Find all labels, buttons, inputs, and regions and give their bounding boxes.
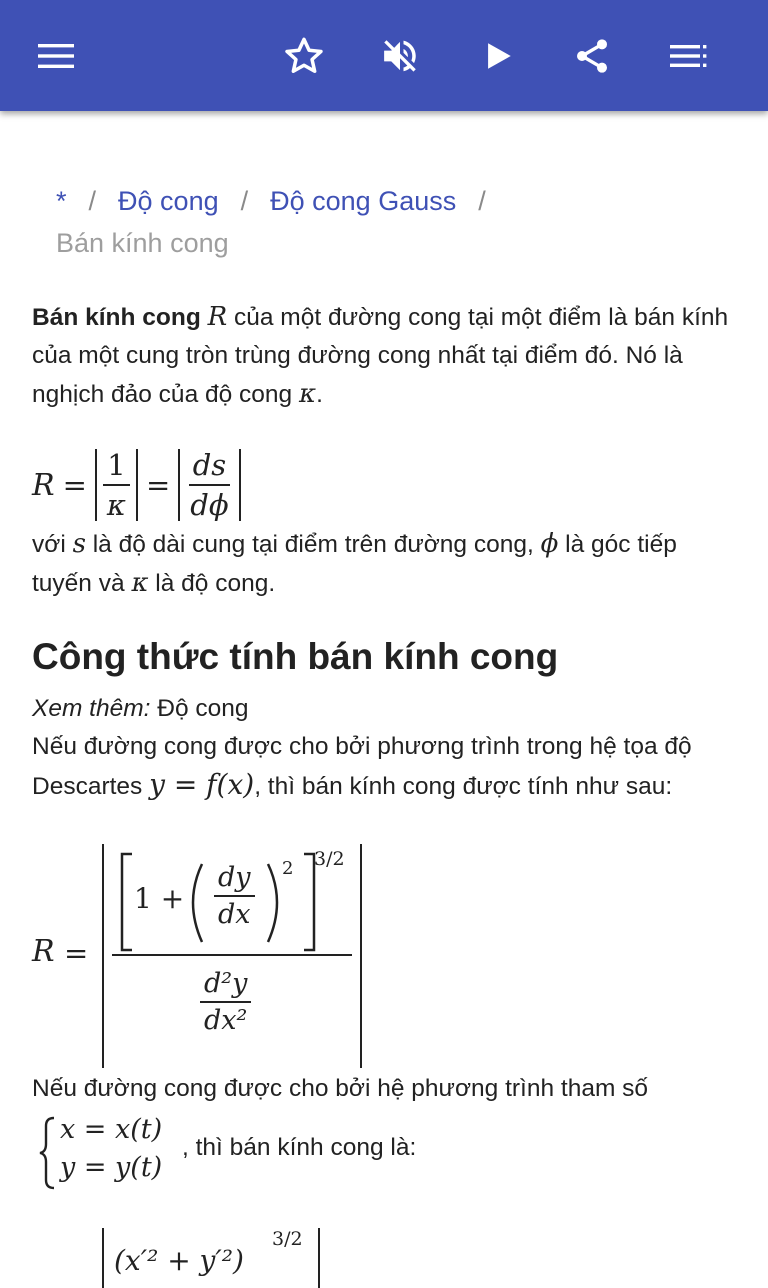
frac-num: ds xyxy=(189,448,230,486)
breadcrumb-separator: / xyxy=(478,186,486,216)
breadcrumb-separator: / xyxy=(240,186,249,216)
cartesian-text: , thì bán kính cong được tính như sau: xyxy=(254,773,673,800)
fraction-dy-dx xyxy=(214,862,255,930)
main-fraction-line xyxy=(112,954,352,956)
param-eq-y: y = y(t) xyxy=(60,1152,163,1183)
mute-button[interactable] xyxy=(370,26,430,86)
breadcrumb-separator: / xyxy=(88,186,97,216)
symbol-phi: ϕ xyxy=(540,529,559,559)
share-icon xyxy=(572,36,612,76)
where-text: là góc tiếp tuyến và xyxy=(32,531,677,597)
play-button[interactable] xyxy=(468,26,528,86)
formula-parametric xyxy=(100,1226,330,1280)
formula-cartesian xyxy=(32,842,392,1070)
symbol-s: s xyxy=(72,529,86,559)
fraction-1-over-kappa xyxy=(103,448,130,522)
frac-den: dx² xyxy=(204,1005,248,1036)
parametric-paragraph: Nếu đường cong được cho bởi hệ phương trình tham số xyxy=(32,1075,649,1102)
menu-icon xyxy=(36,41,76,71)
one-plus: 1 + xyxy=(134,882,185,915)
formula1-eq: = xyxy=(62,468,87,502)
abs-bar-right xyxy=(360,844,362,1068)
abs-bar xyxy=(178,449,180,521)
exponent-3-2: 3/2 xyxy=(272,1228,303,1250)
abs-bar-left xyxy=(102,1228,104,1288)
inline-equation: y = f(x) xyxy=(149,768,255,801)
where-text: với xyxy=(32,531,73,558)
see-also xyxy=(32,690,732,728)
param-text: , thì bán kính cong là: xyxy=(182,1134,417,1161)
breadcrumb-item-do-cong[interactable]: Độ cong xyxy=(118,186,219,216)
star-icon xyxy=(283,35,325,77)
abs-bar-left xyxy=(102,844,104,1068)
symbol-r: R xyxy=(207,302,228,332)
breadcrumb-current: Bán kính cong xyxy=(56,228,229,258)
fraction-d2y-dx2 xyxy=(200,968,251,1036)
see-also-label: Xem thêm: xyxy=(32,695,151,722)
frac-den: dx xyxy=(218,899,251,930)
numerator xyxy=(112,848,352,948)
frac-num: dy xyxy=(214,862,255,897)
cartesian-paragraph xyxy=(32,728,732,806)
where-paragraph xyxy=(32,525,732,603)
frac-num: 1 xyxy=(103,448,129,486)
parametric-system xyxy=(32,1112,472,1192)
formula2-eq: = xyxy=(64,936,89,970)
breadcrumb-root[interactable]: * xyxy=(56,186,67,216)
formula1-eq2: = xyxy=(145,468,171,502)
frac-den: κ xyxy=(106,488,126,522)
abs-bar xyxy=(239,449,241,521)
symbol-kappa: κ xyxy=(131,568,149,598)
volume-off-icon xyxy=(379,35,421,77)
breadcrumb xyxy=(56,180,736,264)
frac-den: dϕ xyxy=(190,488,229,522)
section-heading: Công thức tính bán kính cong xyxy=(32,636,559,677)
frac-num: d²y xyxy=(200,968,251,1003)
intro-end: . xyxy=(316,381,323,408)
contents-button[interactable] xyxy=(658,26,718,86)
top-app-bar xyxy=(0,0,768,111)
play-icon xyxy=(481,39,515,73)
exponent-3-2: 3/2 xyxy=(314,848,345,870)
where-text: là độ cong. xyxy=(148,570,276,597)
fraction-ds-dphi xyxy=(186,448,232,522)
bold-term: Bán kính cong xyxy=(32,304,201,331)
share-button[interactable] xyxy=(562,26,622,86)
breadcrumb-item-do-cong-gauss[interactable]: Độ cong Gauss xyxy=(270,186,457,216)
abs-bar xyxy=(95,449,97,521)
formula3-expr: (x′² + y′²) xyxy=(114,1244,244,1277)
cartesian-text: Nếu đường cong được cho bởi phương trình trong hệ tọa độ Descartes xyxy=(32,733,692,800)
exponent-2: 2 xyxy=(282,858,294,879)
playlist-icon xyxy=(669,41,707,71)
where-text: là độ dài cung tại điểm trên đường cong, xyxy=(85,531,541,558)
param-eq-x: x = x(t) xyxy=(60,1114,163,1145)
intro-text: của một đường cong tại một điểm là bán kính của một cung tròn trùng đường cong nhất tại điểm đó. Nó là nghịch đảo của độ cong xyxy=(32,304,729,408)
formula-radius-curvature xyxy=(32,445,241,525)
left-brace xyxy=(38,1116,56,1190)
see-also-link[interactable]: Độ cong xyxy=(157,695,249,722)
menu-button[interactable] xyxy=(26,26,86,86)
abs-bar-right xyxy=(318,1228,320,1288)
symbol-kappa: κ xyxy=(299,379,317,409)
formula2-lhs: R xyxy=(32,934,55,969)
formula1-lhs: R xyxy=(32,467,55,503)
bookmark-button[interactable] xyxy=(274,26,334,86)
intro-paragraph xyxy=(32,298,732,414)
